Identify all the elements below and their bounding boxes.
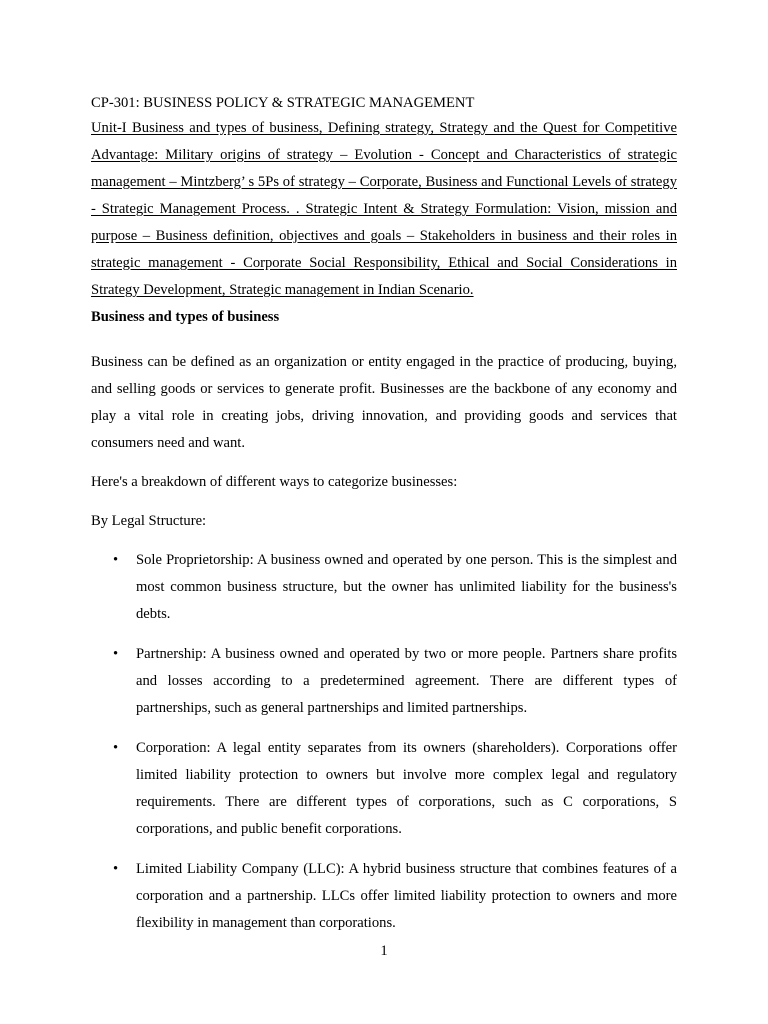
- intro-paragraph: Business can be defined as an organization or entity engaged in the practice of producing, buying, and selling goods or services to generate profit. Businesses are the backbone of any economy and play a vital role in creating jobs, driving innovation, and providing goods and services that consumers need and want.: [91, 354, 677, 451]
- syllabus-text: Unit-I Business and types of business, Defining strategy, Strategy and the Quest for Competitive Advantage: Military origins of strategy – Evolution - Concept and Characteristics of strategic management – Mintzberg’ s 5Ps of strategy – Corporate, Business and Functional Levels of strategy - Strategic Management Process. . Strategic Intent & Strategy Formulation: Vision, mission and purpose – Business definition, objectives and goals – Stakeholders in business and their roles in strategic management - Corporate Social Responsibility, Ethical and Social Considerations in Strategy Development, Strategic management in Indian Scenario.: [91, 120, 677, 298]
- list-item: [91, 735, 677, 843]
- bullet-icon: •: [113, 552, 119, 568]
- course-title: CP-301: BUSINESS POLICY & STRATEGIC MANAGEMENT: [91, 95, 475, 111]
- list-item: [91, 547, 677, 628]
- bullet-icon: •: [113, 646, 119, 662]
- legal-structure-list: [91, 547, 677, 937]
- list-item-text: Corporation: A legal entity separates from its owners (shareholders). Corporations offer limited liability protection to owners but involve more complex legal and regulatory requirements. There are different types of corporations, such as C corporations, S corporations, and public benefit corporations.: [136, 740, 677, 837]
- bullet-icon: •: [113, 861, 119, 877]
- list-item-text: Sole Proprietorship: A business owned and operated by one person. This is the simplest and most common business structure, but the owner has unlimited liability for the business's debts.: [136, 552, 677, 622]
- list-item-text: Partnership: A business owned and operated by two or more people. Partners share profits and losses according to a predetermined agreement. There are different types of partnerships, such as general partnerships and limited partnerships.: [136, 646, 677, 716]
- list-item: [91, 641, 677, 722]
- section-heading: Business and types of business: [91, 309, 280, 325]
- list-item: [91, 856, 677, 937]
- breakdown-line: Here's a breakdown of different ways to categorize businesses:: [91, 474, 458, 490]
- legal-structure-label: By Legal Structure:: [91, 513, 207, 529]
- bullet-icon: •: [113, 740, 119, 756]
- list-item-text: Limited Liability Company (LLC): A hybrid business structure that combines features of a corporation and a partnership. LLCs offer limited liability protection to owners and more flexibility in management than corporations.: [136, 861, 677, 931]
- page-number: 1: [380, 943, 388, 959]
- document-page: [91, 91, 677, 950]
